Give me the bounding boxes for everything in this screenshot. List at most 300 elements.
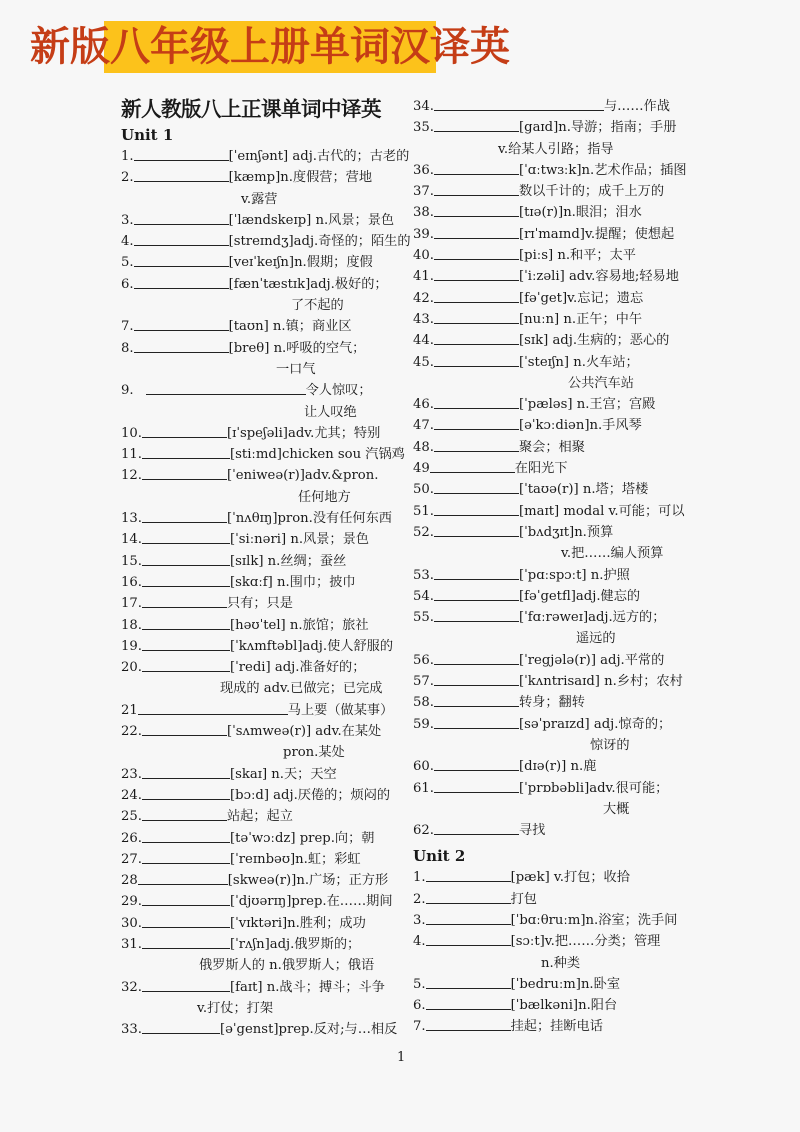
word-entry [121, 274, 391, 295]
answer-blank[interactable] [134, 316, 229, 331]
entry-definition: 数以千计的；成千上万的 [518, 184, 665, 200]
answer-blank[interactable] [426, 889, 511, 904]
entry-number: 38. [413, 205, 434, 221]
word-entry [121, 615, 391, 636]
word-entry [413, 96, 683, 117]
entry-definition: [ˈbʌdʒɪt]n.预算 [518, 524, 614, 540]
entry-definition: [faɪt] n.战斗；搏斗；斗争 [229, 979, 385, 995]
entry-definition: 与……作战 [603, 99, 670, 114]
entry-definition: [fəˈget]v.忘记；遗忘 [518, 290, 644, 306]
word-entry [121, 913, 391, 934]
answer-blank[interactable] [138, 870, 228, 885]
answer-blank[interactable] [434, 266, 519, 281]
answer-blank[interactable] [142, 572, 230, 587]
entry-definition: [ˈeɪnʃənt] adj.古代的；古老的 [228, 149, 410, 164]
word-entry [121, 700, 394, 721]
word-entry [121, 828, 391, 849]
word-entry [121, 529, 391, 550]
word-entry [413, 931, 683, 952]
entry-number: 18. [121, 617, 142, 633]
entry-definition: 只有；只是 [226, 596, 293, 612]
word-entry [121, 785, 391, 806]
entry-definition: 寻找 [518, 823, 546, 839]
entry-number: 8. [121, 340, 134, 356]
word-entry [121, 849, 391, 870]
entry-definition-continued: 遥远的 [576, 631, 616, 647]
answer-blank[interactable] [134, 167, 229, 182]
entry-number: 22. [121, 724, 142, 740]
answer-blank[interactable] [426, 931, 511, 946]
entry-definition: [bɔːd] adj.厌倦的；烦闷的 [229, 787, 391, 803]
entry-definition: [ˈfɑːrəweɪ]adj.远方的； [518, 610, 666, 626]
entry-number: 2. [121, 170, 134, 186]
entry-number: 21 [121, 702, 138, 718]
page-number: 1 [397, 1050, 406, 1065]
answer-blank[interactable] [142, 593, 227, 608]
entry-number: 14. [121, 532, 142, 548]
entry-number: 4. [121, 234, 134, 250]
entry-number: 12. [121, 468, 142, 484]
entry-definition: [gaɪd]n.导游；指南；手册 [518, 120, 677, 136]
entry-number: 55. [413, 610, 434, 626]
entry-definition: 令人惊叹； [305, 383, 372, 399]
entry-number: 13. [121, 511, 142, 527]
entry-definition-continued: 了不起的 [291, 298, 344, 314]
banner-title: 新版八年级上册单词汉译英 [30, 24, 510, 70]
answer-blank[interactable] [434, 756, 519, 771]
entry-number: 30. [121, 915, 142, 931]
answer-blank[interactable] [142, 977, 230, 992]
entry-number: 48. [413, 439, 434, 455]
entry-number: 7. [121, 319, 134, 335]
answer-blank[interactable] [434, 479, 519, 494]
word-entry [413, 288, 683, 309]
entry-definition: [əˈgenst]prep.反对;与…相反 [219, 1022, 398, 1038]
entry-number: 23. [121, 766, 142, 782]
answer-blank[interactable] [142, 615, 230, 630]
entry-definition-continued: 现成的 adv.已做完；已完成 [220, 681, 383, 697]
entry-definition: [maɪt] modal v.可能；可以 [518, 503, 685, 519]
answer-blank[interactable] [142, 891, 230, 906]
word-entry [121, 231, 411, 252]
entry-number: 3. [121, 212, 134, 228]
entry-definition: [ˈɑːtwɜːk]n.艺术作品；插图 [518, 162, 687, 178]
entry-definition-continued: v.给某人引路；指导 [498, 141, 614, 157]
entry-definition: [ˈbælkəni]n.阳台 [510, 998, 618, 1014]
entry-definition-continued: 公共汽车站 [568, 375, 634, 391]
word-entry [121, 572, 391, 593]
entry-definition: [ˈkʌntrisaɪd] n.乡村；农村 [518, 674, 683, 690]
answer-blank[interactable] [434, 565, 519, 580]
word-entry [413, 352, 683, 373]
word-entry [413, 415, 683, 436]
answer-blank[interactable] [142, 465, 227, 480]
entry-definition: [piːs] n.和平；太平 [518, 248, 636, 264]
entry-definition: [əˈkɔːdiən]n.手风琴 [518, 418, 642, 434]
word-entry [413, 889, 683, 910]
answer-blank[interactable] [142, 785, 230, 800]
entry-definition-continued: v.打仗；打架 [197, 1000, 274, 1016]
entry-definition: [stiːmd]chicken sou 汽锅鸡 [229, 447, 405, 463]
entry-number: 40. [413, 248, 434, 264]
word-entry [121, 977, 391, 998]
entry-number: 10. [121, 425, 142, 441]
answer-blank[interactable] [142, 508, 227, 523]
entry-number: 28 [121, 873, 138, 889]
answer-blank[interactable] [434, 586, 519, 601]
answer-blank[interactable] [434, 394, 519, 409]
answer-blank[interactable] [434, 160, 519, 175]
word-entry [413, 309, 683, 330]
answer-blank[interactable] [142, 444, 230, 459]
word-entry [121, 721, 391, 742]
entry-definition: 站起；起立 [226, 809, 293, 825]
entry-definition: [taʊn] n.镇；商业区 [228, 319, 352, 335]
word-entry [413, 995, 683, 1016]
entry-number: 50. [413, 482, 434, 498]
entry-definition: [sɔːt]v.把……分类；管理 [510, 934, 661, 950]
word-entry [121, 870, 391, 891]
word-entry [413, 522, 683, 543]
entry-definition: [skweə(r)]n.广场；正方形 [227, 873, 389, 889]
entry-number: 27. [121, 851, 142, 867]
entry-definition: [skɑːf] n.围巾；披巾 [229, 574, 356, 590]
entry-number: 39. [413, 226, 434, 242]
entry-definition: [sɪk] adj.生病的；恶心的 [518, 333, 670, 349]
entry-definition-continued: v.把……编人预算 [561, 546, 664, 562]
entry-number: 33. [121, 1022, 142, 1038]
word-entry [413, 714, 683, 735]
answer-blank[interactable] [142, 764, 230, 779]
entry-number: 53. [413, 567, 434, 583]
word-entry [413, 224, 683, 245]
word-entry [413, 1016, 683, 1037]
word-entry [413, 181, 683, 202]
answer-blank[interactable] [434, 607, 519, 622]
word-entry [121, 764, 391, 785]
answer-blank[interactable] [426, 910, 511, 925]
answer-blank[interactable] [134, 338, 229, 353]
word-entry [121, 636, 394, 657]
word-entry [413, 586, 683, 607]
entry-definition: [ˈprɒbəbli]adv.很可能； [518, 780, 669, 796]
entry-number: 6. [121, 276, 134, 292]
entry-definition: 挂起；挂断电话 [510, 1019, 603, 1035]
answer-blank[interactable] [434, 820, 519, 835]
answer-blank[interactable] [434, 692, 519, 707]
entry-number: 57. [413, 674, 434, 690]
answer-blank[interactable] [430, 458, 515, 473]
answer-blank[interactable] [142, 529, 230, 544]
document-title: 新人教版八上正课单词中译英 [121, 97, 381, 121]
entry-number: 29. [121, 894, 142, 910]
entry-definition: [səˈpraɪzd] adj.惊奇的； [518, 716, 672, 732]
entry-definition: [ˈsiːnəri] n.风景；景色 [229, 532, 369, 548]
word-entry [413, 330, 683, 351]
word-entry [413, 671, 683, 692]
word-entry [413, 910, 683, 931]
answer-blank[interactable] [142, 657, 230, 672]
entry-number: 16. [121, 574, 142, 590]
word-entry [413, 974, 683, 995]
word-entry [121, 465, 391, 486]
answer-blank[interactable] [134, 231, 229, 246]
entry-number: 24. [121, 787, 142, 803]
answer-blank[interactable] [434, 117, 519, 132]
entry-number: 1. [121, 149, 134, 164]
word-entry [121, 508, 391, 529]
left-column [121, 94, 411, 1040]
entry-definition-continued: 任何地方 [298, 489, 351, 505]
entry-definition: [ˈpɑːspɔːt] n.护照 [518, 567, 630, 583]
answer-blank[interactable] [434, 330, 519, 345]
entry-number: 37. [413, 184, 434, 200]
entry-definition: [pæk] v.打包；收拾 [510, 870, 630, 886]
word-entry [413, 867, 683, 888]
answer-blank[interactable] [434, 714, 519, 729]
entry-number: 62. [413, 823, 434, 839]
answer-blank[interactable] [426, 867, 511, 882]
answer-blank[interactable] [434, 415, 519, 430]
word-entry [413, 160, 687, 181]
word-entry [413, 458, 683, 479]
entry-definition: [ˈtaʊə(r)] n.塔；塔楼 [518, 482, 649, 498]
right-column [413, 96, 687, 1038]
entry-number: 9. [121, 383, 134, 399]
entry-definition: 打包 [510, 891, 537, 907]
entry-definition: [ˈeniweə(r)]adv.&pron. [226, 468, 379, 484]
entry-definition: [ˈbedruːm]n.卧室 [510, 976, 621, 992]
answer-blank[interactable] [142, 551, 230, 566]
entry-definition-continued: 大概 [603, 801, 630, 817]
title-banner [30, 21, 510, 73]
entry-definition: [dɪə(r)] n.鹿 [518, 759, 597, 775]
entry-definition-continued: v.露营 [241, 191, 278, 207]
answer-blank[interactable] [434, 96, 604, 111]
answer-blank[interactable] [134, 146, 229, 161]
word-entry [121, 167, 391, 188]
entry-number: 36. [413, 162, 434, 178]
entry-definition: [fəˈgetfl]adj.健忘的 [518, 588, 641, 604]
entry-number: 26. [121, 830, 142, 846]
answer-blank[interactable] [434, 202, 519, 217]
answer-blank[interactable] [434, 224, 519, 239]
word-entry [121, 380, 391, 401]
entry-definition: [ˈpæləs] n.王宫；宫殿 [518, 397, 656, 413]
entry-definition: [nuːn] n.正午；中午 [518, 311, 643, 327]
entry-number: 61. [413, 780, 434, 796]
entry-definition: 在阳光下 [514, 461, 568, 477]
entry-definition: [breθ] n.呼吸的空气； [228, 340, 366, 356]
answer-blank[interactable] [434, 245, 519, 260]
entry-definition: [sɪlk] n.丝绸；蚕丝 [229, 553, 347, 569]
entry-definition: 聚会；相聚 [518, 439, 585, 455]
answer-blank[interactable] [434, 309, 519, 324]
word-entry [413, 117, 683, 138]
entry-number: 45. [413, 354, 434, 370]
answer-blank[interactable] [134, 252, 229, 267]
word-list-unit-1-part-1 [121, 146, 411, 1040]
word-entry [121, 252, 391, 273]
answer-blank[interactable] [142, 721, 227, 736]
word-entry [413, 501, 683, 522]
entry-number: 31. [121, 936, 142, 952]
entry-number: 20. [121, 660, 142, 676]
entry-number: 35. [413, 120, 434, 136]
entry-number: 11. [121, 447, 142, 463]
answer-blank[interactable] [434, 501, 519, 516]
word-entry [413, 650, 683, 671]
entry-number: 25. [121, 809, 142, 825]
entry-definition-continued: 一口气 [276, 361, 316, 377]
word-entry [413, 692, 683, 713]
answer-blank[interactable] [142, 828, 230, 843]
answer-blank[interactable] [434, 671, 519, 686]
entry-number: 52. [413, 524, 434, 540]
word-entry [121, 891, 391, 912]
unit-heading-2: Unit 2 [413, 847, 466, 866]
word-entry [413, 202, 683, 223]
word-entry [121, 1019, 398, 1040]
entry-definition: 转身；翻转 [518, 695, 585, 711]
entry-definition-continued: 让人叹绝 [304, 404, 357, 420]
word-entry [413, 607, 683, 628]
word-entry [121, 146, 410, 167]
word-entry [121, 806, 391, 827]
entry-definition: [ˈredi] adj.准备好的； [229, 660, 366, 676]
word-list-unit-2 [413, 867, 683, 1037]
word-entry [121, 934, 391, 955]
entry-definition: [ˈsʌmweə(r)] adv.在某处 [226, 724, 382, 740]
entry-number: 47. [413, 418, 434, 434]
word-entry [413, 266, 683, 287]
answer-blank[interactable] [138, 700, 288, 715]
word-entry [413, 565, 683, 586]
word-entry [121, 444, 405, 465]
entry-number: 2. [413, 891, 426, 907]
entry-number: 7. [413, 1019, 426, 1035]
entry-definition-continued: 惊讶的 [590, 737, 630, 753]
entry-definition: [ˈdjʊərɪŋ]prep.在……期间 [229, 894, 393, 910]
entry-definition: 马上要（做某事） [287, 702, 394, 718]
entry-number: 44. [413, 333, 434, 349]
entry-number: 51. [413, 503, 434, 519]
answer-blank[interactable] [142, 806, 227, 821]
entry-definition: [ˈrʌʃn]adj.俄罗斯的； [229, 936, 361, 952]
entry-number: 59. [413, 716, 434, 732]
entry-definition: [fænˈtæstɪk]adj.极好的； [228, 276, 388, 292]
word-entry [121, 316, 391, 337]
answer-blank[interactable] [426, 1016, 511, 1031]
entry-definition: [ˈnʌθɪŋ]pron.没有任何东西 [226, 511, 392, 527]
entry-definition: [ˈregjələ(r)] adj.平常的 [518, 652, 665, 668]
entry-definition: [ɪˈspeʃəli]adv.尤其；特别 [226, 425, 381, 441]
entry-definition: [ˈiːzəli] adv.容易地;轻易地 [518, 269, 679, 285]
answer-blank[interactable] [134, 210, 229, 225]
word-entry [121, 338, 391, 359]
entry-number: 5. [413, 976, 426, 992]
entry-definition: [ˈreɪnbəʊ]n.虹；彩虹 [229, 851, 361, 867]
entry-definition: [streɪndʒ]adj.奇怪的；陌生的 [228, 234, 411, 250]
answer-blank[interactable] [146, 380, 306, 395]
entry-definition: [ˈkʌmftəbl]adj.使人舒服的 [229, 638, 394, 654]
entry-number: 42. [413, 290, 434, 306]
word-entry [413, 437, 683, 458]
answer-blank[interactable] [434, 181, 519, 196]
entry-number: 32. [121, 979, 142, 995]
entry-number: 5. [121, 255, 134, 271]
entry-definition-continued: pron.某处 [283, 745, 345, 761]
word-entry [121, 551, 391, 572]
answer-blank[interactable] [434, 778, 519, 793]
answer-blank[interactable] [434, 522, 519, 537]
entry-number: 58. [413, 695, 434, 711]
word-entry [413, 756, 683, 777]
entry-definition: [rɪˈmaɪnd]v.提醒；使想起 [518, 226, 675, 242]
answer-blank[interactable] [434, 288, 519, 303]
entry-number: 6. [413, 998, 426, 1014]
answer-blank[interactable] [142, 934, 230, 949]
entry-number: 34. [413, 99, 434, 114]
word-entry [413, 394, 683, 415]
entry-definition-continued: n.种类 [541, 955, 581, 971]
entry-number: 56. [413, 652, 434, 668]
entry-number: 17. [121, 596, 142, 612]
entry-number: 3. [413, 912, 426, 928]
answer-blank[interactable] [142, 1019, 220, 1034]
unit-heading: Unit 1 [121, 126, 174, 144]
word-entry [121, 593, 391, 614]
answer-blank[interactable] [426, 974, 511, 989]
word-list-unit-1-part-2 [413, 96, 687, 841]
answer-blank[interactable] [142, 913, 230, 928]
entry-number: 60. [413, 759, 434, 775]
entry-definition: [təˈwɔːdz] prep.向；朝 [229, 830, 375, 846]
answer-blank[interactable] [142, 849, 230, 864]
answer-blank[interactable] [426, 995, 511, 1010]
word-entry [121, 657, 391, 678]
entry-number: 41. [413, 269, 434, 285]
entry-number: 46. [413, 397, 434, 413]
entry-number: 19. [121, 638, 142, 654]
word-entry [121, 210, 395, 231]
answer-blank[interactable] [142, 636, 230, 651]
entry-number: 49 [413, 461, 430, 477]
entry-definition: [ˈbɑːθruːm]n.浴室；洗手间 [510, 912, 678, 928]
answer-blank[interactable] [134, 274, 229, 289]
entry-definition: [ˈvɪktəri]n.胜利；成功 [229, 915, 366, 931]
answer-blank[interactable] [434, 650, 519, 665]
entry-definition: [həʊˈtel] n.旅馆；旅社 [229, 617, 369, 633]
word-entry [413, 778, 683, 799]
entry-definition: [kæmp]n.度假营；营地 [228, 170, 373, 186]
entry-number: 15. [121, 553, 142, 569]
entry-number: 43. [413, 311, 434, 327]
word-entry [413, 820, 683, 841]
entry-number: 1. [413, 870, 426, 886]
entry-definition: [veɪˈkeɪʃn]n.假期；度假 [228, 255, 373, 271]
entry-definition-continued: 俄罗斯人的 n.俄罗斯人；俄语 [199, 958, 375, 974]
entry-definition: [ˈsteɪʃn] n.火车站； [518, 354, 639, 370]
answer-blank[interactable] [142, 423, 227, 438]
entry-definition: [tɪə(r)]n.眼泪；泪水 [518, 205, 642, 221]
entry-number: 54. [413, 588, 434, 604]
word-entry [413, 479, 683, 500]
answer-blank[interactable] [434, 437, 519, 452]
entry-number: 4. [413, 934, 426, 950]
word-entry [413, 245, 683, 266]
answer-blank[interactable] [434, 352, 519, 367]
